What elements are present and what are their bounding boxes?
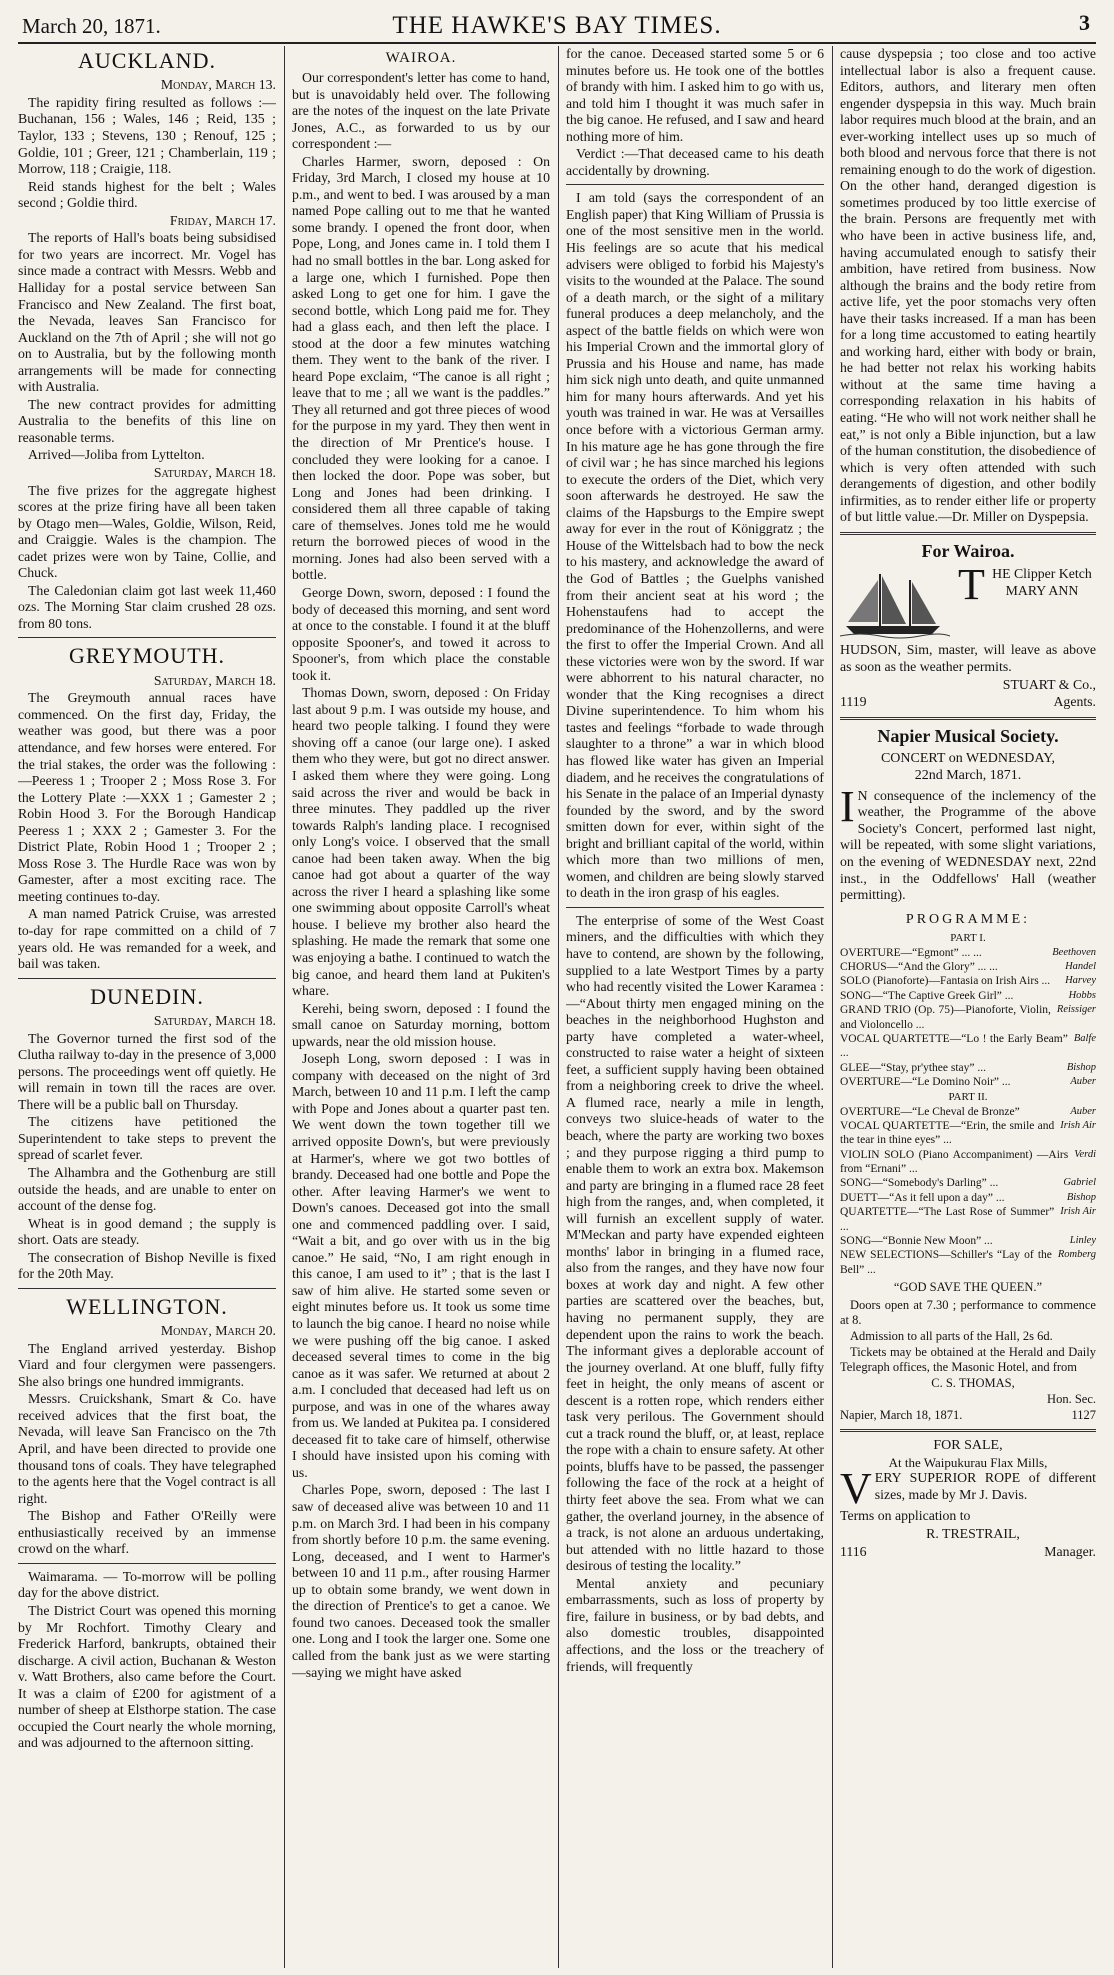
programme-piece: CHORUS—“And the Glory” ... ... [840, 961, 998, 974]
programme-piece: DUETT—“As it fell upon a day” ... [840, 1191, 1005, 1204]
column-rule [832, 46, 833, 1968]
auckland-heading: AUCKLAND. [78, 48, 216, 73]
programme-piece: SOLO (Pianoforte)—Fantasia on Irish Airs ... [840, 975, 1051, 988]
paragraph: Messrs. Cruickshank, Smart & Co. have received advices that the first boat, the Nevada, will leave San Francisco on the 7th April, and have been directed to provide one thousand tons of coals. They have telegraphed to the agents here that the Vogel contract is all right. [18, 1391, 276, 1506]
ad-number: 1127 [1071, 1408, 1096, 1423]
programme-piece: SONG—“Somebody's Darling” ... [840, 1177, 999, 1190]
concert-dateline: Napier, March 18, 1871. [840, 1408, 963, 1423]
ad-footer [840, 694, 1096, 711]
sale-footer [840, 1544, 1096, 1561]
issue-date: March 20, 1871. [22, 14, 161, 38]
divider [18, 637, 276, 638]
paragraph: Joseph Long, sworn deposed : I was in company with deceased on the night of 3rd March, between 10 and 11 p.m. I left the camp with Pope and Jones about a quarter past ten. We went down the town together till we arrived opposite Down's, but were previously at Harmer's, where we got two bottles of brandy. Deceased had one bottle and Pope the other. After leaving Harmer's we went to Down's canoes. Deceased got into the small one and commenced paddling over. I said, “Wait a bit, and go over with us in the big canoe.” He said, “No, I am right enough in this canoe, I am used to it” ; that is the last I saw of him alive. He started some seven or eight minutes before us. It took us some time to launch the big canoe. I heard no noise while we were pushing off the big canoe. I asked deceased several times to come in the big canoe as it was safer. We returned at about 2 a.m. I concluded that deceased had left us on purpose, and was in one of the whares away from us. We landed at Pukitea pa. I considered deceased fit to take care of himself, otherwise I should have insisted upon his coming with us. [292, 1051, 550, 1480]
programme-composer: Harvey [1065, 975, 1096, 987]
ship-name: MARY ANN [1005, 583, 1079, 598]
ad-body: HUDSON, Sim, master, will leave as above as soon as the weather permits. [840, 642, 1096, 674]
ad-heading: For Wairoa. [921, 540, 1015, 561]
wellington-heading: WELLINGTON. [66, 1293, 228, 1319]
sale-signer: R. TRESTRAIL, [926, 1526, 1020, 1542]
divider [18, 1288, 276, 1289]
concert-ad [840, 726, 1096, 1423]
divider [840, 1429, 1096, 1432]
masthead [18, 8, 1096, 44]
concert-title: CONCERT on WEDNESDAY, [880, 751, 1056, 767]
column-4 [840, 46, 1096, 1968]
programme-composer: Hobbs [1068, 989, 1096, 1001]
programme-item [840, 960, 1096, 974]
dateline: Saturday, March 18. [153, 672, 276, 688]
programme-composer: Verdi [1074, 1148, 1096, 1160]
programme-composer: Balfe [1073, 1032, 1096, 1044]
programme-composer: Irish Air [1060, 1119, 1096, 1131]
ad-role: Agents. [1053, 694, 1096, 710]
programme-piece: SONG—“The Captive Greek Girl” ... [840, 989, 1014, 1002]
programme-composer: Reissiger [1056, 1004, 1096, 1016]
newspaper-title: THE HAWKE'S BAY TIMES. [392, 12, 722, 39]
programme-piece: GRAND TRIO (Op. 75)—Pianoforte, Violin, and Violoncello ... [840, 1004, 1051, 1031]
paragraph: Thomas Down, sworn, deposed : On Friday last about 9 p.m. I was outside my house, and heard two people talking. I found they were shoving off a canoe (our large one). I asked them who they were, but got no direct answer. I asked them where they were going. Long said across the river and would be back in three minutes. They paddled up the river towards Ralph's landing place. I recognised only Long's voice. I observed that the small canoe had been taken away. When the big canoe had got about a quarter of the way across the river I heard a splashing like some one swimming about opposite Carroll's wheat house. I believe my brother also heard the splashing. He made the remark that some one was enjoying a bathe. I continued to watch the big canoe, and heard them land at Pukiten's whare. [292, 685, 550, 999]
concert-notice [840, 781, 1096, 904]
paragraph: The District Court was opened this morning by Mr Rochfort. Timothy Cleary and Frederick Harford, bankrupts, obtained their discharge. A civil action, Buchanan & Weston v. Watt Brothers, also came before the Court. It was a claim of £200 for agistment of a number of sheep at Elsthorpe station. The case occupied the Court nearly the whole morning, and was adjourned to the afternoon sitting. [18, 1602, 276, 1751]
paragraph: The consecration of Bishop Neville is fixed for the 20th May. [18, 1249, 276, 1282]
paragraph: The Bishop and Father O'Reilly were enthusiastically received by an immense crowd on the wharf. [18, 1508, 276, 1557]
paragraph: Our correspondent's letter has come to hand, but is unavoidably held over. The following are the notes of the inquest on the late Private Jones, A.C., as forwarded to us by our correspondent :— [292, 70, 550, 152]
programme-piece: OVERTURE—“Egmont” ... ... [840, 946, 982, 959]
paragraph: Wheat is in good demand ; the supply is short. Oats are steady. [18, 1215, 276, 1248]
ship-icon [840, 568, 950, 640]
dateline: Monday, March 13. [160, 77, 276, 93]
wairoa-shipping-ad [840, 541, 1096, 711]
paragraph: Verdict :—That deceased came to his death accidentally by drowning. [566, 146, 824, 178]
concert-date: 22nd March, 1871. [914, 768, 1022, 784]
anthem: “GOD SAVE THE QUEEN.” [893, 1280, 1043, 1295]
concert-signer: C. S. THOMAS, [931, 1376, 1015, 1391]
paragraph: The five prizes for the aggregate highest scores at the prize firing have all been taken by Otago men—Wales, Goldie, Wilson, Reid, and Craiggie. Wales is the champion. The cadet prizes were won by Taine, Collie, and Chuck. [18, 482, 276, 581]
dunedin-heading: DUNEDIN. [90, 983, 204, 1009]
programme-item [840, 1191, 1096, 1205]
sale-body: ERY SUPERIOR ROPE of different sizes, made by Mr J. Davis. [874, 1470, 1096, 1503]
paragraph: Waimarama. — To-morrow will be polling day for the above district. [18, 1568, 276, 1601]
divider [18, 978, 276, 979]
programme-item [840, 1105, 1096, 1119]
paragraph: The Alhambra and the Gothenburg are still outside the heads, and are unable to enter on account of the dense fog. [18, 1164, 276, 1214]
programme-composer: Auber [1070, 1076, 1096, 1088]
doors-info: Doors open at 7.30 ; performance to commence at 8. [840, 1298, 1096, 1328]
paragraph: The rapidity firing resulted as follows :—Buchanan, 156 ; Wales, 146 ; Reid, 135 ; Taylor, 133 ; Stevens, 130 ; Renouf, 125 ; Goldie, 101 ; Greer, 121 ; Chamberlain, 119 ; Morrow, 118 ; Craigie, 118. [18, 94, 276, 177]
programme-piece: VOCAL QUARTETTE—“Erin, the smile and the tear in thine eyes” ... [840, 1119, 1055, 1147]
paragraph: Charles Harmer, sworn, deposed : On Friday, 3rd March, I closed my house at 10 p.m., and went to bed. I was aroused by a man named Pope calling out to me that he wanted some brandy. I opened the front door, when Pope, Long, and Jones came in. I told them I had no small bottles in the bar. Long asked for a large one, which I furnished. Pope then asked Long to get one for him. I gave the second bottle, which Long paid me for. They had a glass each, and then left the place. I stood at the door a few minutes watching them. They went to the bank of the river. I heard Pope exclaim, “The canoe is all right ; leave that to me ; all we want is the paddles.” They all returned and got three pieces of wood for the purpose in my yard. They then went in the direction of Mr Prentice's house. I concluded they were looking for a canoe. I then locked the door. Pope was sober, but Long and Jones had been drinking. I considered them all three capable of taking care of themselves. Jones told me he would return the borrowed pieces of wood in the morning. Jones had also been served with a bottle. [292, 153, 550, 583]
ad-subheading: At the Waipukurau Flax Mills, [888, 1454, 1048, 1470]
programme-item [840, 1176, 1096, 1190]
programme-piece: OVERTURE—“Le Cheval de Bronze” [840, 1105, 1020, 1118]
paragraph: Mental anxiety and pecuniary embarrassments, such as loss of property by fire, failure in business, or by bad debts, and also domestic troubles, disappointed affections, and the loss or the treachery of friends, will frequently [566, 1575, 824, 1674]
paragraph: The citizens have petitioned the Superintendent to take steps to prevent the spread of scarlet fever. [18, 1114, 276, 1163]
programme-composer: Romberg [1057, 1249, 1096, 1261]
concert-footer [840, 1408, 1096, 1423]
programme-item [840, 974, 1096, 988]
paragraph: The England arrived yesterday. Bishop Viard and four clergymen were passengers. She also brings one hundred immigrants. [18, 1340, 276, 1389]
divider [566, 184, 824, 185]
programme-item [840, 946, 1096, 960]
dateline: Saturday, March 18. [153, 1013, 276, 1029]
divider [840, 532, 1096, 535]
sale-role: Manager. [1044, 1543, 1096, 1559]
programme-item [840, 1248, 1096, 1277]
paragraph: cause dyspepsia ; too close and too active intellectual labor is also a frequent cause. Editors, authors, and literary men often engender dyspepsia in this way. Much brain labor requires much blood at the brain, and an ever-working intellect uses up so much of both blood and nervous force that there is not remaining enough to do the work of digestion. On the other hand, deranged digestion is sometimes produced by too little exercise of the brain. Persons are frequently met with who have been in active business life, and, having accumulated enough to satisfy their ambition, have retired from business. Now although the brains and the body retire from active life, yet the poor stomachs very often have their tasks increased. If a man has been for a long time accustomed to eating heartily and working hard, either with body or brain, he had better not relax his working habits without at the same time having a corresponding relaxation in his habits of eating. “He who will not work neither shall he eat,” is not only a Bible injunction, but a law of the human constitution, the disobedience of which is very often attended with such derangements of digestion, and other bodily infirmities, as to render either life or property of but little value.—Dr. Miller on Dyspepsia. [840, 46, 1096, 525]
column-1 [18, 46, 276, 1968]
programme-piece: GLEE—“Stay, pr'ythee stay” ... [840, 1061, 986, 1074]
page-number: 3 [1079, 10, 1090, 35]
paragraph: The new contract provides for admitting Australia to the benefits of this line on reasonable terms. [18, 396, 276, 445]
paragraph: The Greymouth annual races have commenced. On the first day, Friday, the weather was good, but there was a poor attendance, and few horses were entered. For the trial stakes, the order was the following :—Peeress 1 ; Trooper 2 ; Moss Rose 3. For the Lottery Plate :—XXX 1 ; Gamester 2 ; Robin Hood 3. For the Borough Handicap Peeress 1 ; XXX 2 ; Gamester 3. For the District Plate, Robin Hood 1 ; Trooper 2 ; Moss Rose 3. The Hurdle Race was won by Gamester, after a most exciting race. The meeting continues to-day. [18, 690, 276, 904]
divider [566, 907, 824, 908]
part-label: PART I. [950, 932, 986, 945]
dateline: Friday, March 17. [169, 212, 276, 228]
paragraph: The enterprise of some of the West Coast miners, and the difficulties with which they have to contend, are shown by the following, supplied to a late Westport Times by a party who had recently visited the Lower Karamea :—“About thirty men engaged mining on the beaches in the neighborhood Hughston and party have completed a water-wheel, constructed to raise water a height of sixteen feet, a sufficient supply having been obtained from a neighboring creek to drive the wheel. A flumed race, nearly a mile in length, conveys two sluice-heads of water to the beach, where the party are working two boxes ; and they purpose rigging a third pump to enable them to work an extra box. Makemson and party are bringing in a flumed race 28 feet high from the ranges, and, when completed, it will furnish an excellent supply of water. M'Meckan and party have expended eighteen months' labor in bringing in a flumed race, also from the ranges, and they have now four boxes at work day and night. A few other parties are scattered over the beaches, but, having no permanent supply, they are dependent upon the rains to work the beach. The informant gives a deplorable account of the journey overland. At one bluff, fully fifty feet in height, the only means of ascent or descent is a rotten rope, which renders either task very perilous. The Government should cut a track round the bluff, or, at least, replace the rope with a chain to ensure safety. At other points, bluffs have to be passed, the passenger following the face of the rock at a height of thirty feet above the sea. From what we can gather, the overland journey, in the absence of a track, is not alone an arduous undertaking, but attended with no little hazard to those desirous of testing the locality.” [566, 912, 824, 1574]
paragraph: Reid stands highest for the belt ; Wales second ; Goldie third. [18, 178, 276, 211]
programme-composer: Linley [1069, 1234, 1096, 1246]
column-2 [292, 46, 550, 1968]
for-sale-ad [840, 1438, 1096, 1560]
ad-heading: FOR SALE, [933, 1438, 1003, 1454]
programme-piece: SONG—“Bonnie New Moon” ... [840, 1234, 993, 1247]
columns [18, 46, 1096, 1968]
programme-item [840, 1075, 1096, 1089]
ad-signer: STUART & Co., [1002, 676, 1096, 692]
paragraph: for the canoe. Deceased started some 5 or 6 minutes before us. He took one of the bottles of brandy with him. I asked him to go with us, and told him I thought it was much safer in the big canoe. He refused, and I saw and heard nothing more of him. [566, 46, 824, 144]
paragraph: I am told (says the correspondent of an English paper) that King William of Prussia is one of the most sensitive men in the world. His feelings are so acute that his medical advisers were obliged to forbid his Majesty's visits to the wounded at the Palace. The sound of a death march, or the sight of a military funeral produces a deep melancholy, and the aspect of the battle fields on which were won his Imperial Crown and the immortal glory of Prussia and his House and name, has made him sick nigh unto death, and quite unmanned him for many hours afterwards. And yet his youth was trained in war. He was at Versailles once before with a victorious German army. In his mature age he has gone through the fire of civil war ; he has since marched his legions to execute the orders of the Diet, which very soon afterwards he destroyed. He saw the claims of the Hapsburgs to the Empire swept away for ever in the rout of Königgratz ; the House of the Wittelsbach had to bow the neck to his mastery, and acknowledge the award of the God of Battles ; the Guelphs vanished from their ancient seat at his word ; the Hohenstaufens had to accept the predominance of the Hohenzollerns, and were the first to offer the Imperial Crown. And all these victories were won by the sword. If war were abhorrent to his natural character, no wonder that the King recognises a direct Divine superintendence. To him whom his tastes and feelings “forbade to wade through slaughter to a throne” a war in which blood has flowed like water has given an Imperial diadem, and he receives the congratulations of his Senate in the palace of an Imperial dynasty founded by the sword, and by the sword smitten down for ever, within sight of the bright and brilliant capital of the world, within which more than two millions of men, women, and children are being slowly starved to death in the iron grasp of his eagles. [566, 190, 824, 901]
programme-item [840, 1061, 1096, 1075]
programme-composer: Gabriel [1063, 1177, 1096, 1189]
paragraph: Charles Pope, sworn, deposed : The last I saw of deceased alive was between 10 and 11 p.m. on March 3rd. I had been in his company from shortly before 10 p.m. the same evening. Long, deceased, and I went to Harmer's between 10 and 11 p.m., after rousing Harmer up to obtain some brandy, we went down in the direction of Prentice's to get a canoe. We found two canoes. Deceased took the smaller one. Long and I took the larger one. Some one called from the bank just as we were starting—saying we might have asked [292, 1482, 550, 1680]
programme-item [840, 1205, 1096, 1234]
programme-item [840, 1032, 1096, 1061]
programme-composer: Handel [1065, 961, 1096, 973]
dateline: Monday, March 20. [160, 1323, 276, 1339]
programme-item [840, 1148, 1096, 1177]
paragraph: George Down, sworn, deposed : I found the body of deceased this morning, and sent word at once to the constable. I found it at the bluff opposite Spooner's, and towed it across to Spooner's, from which place the constable took it. [292, 584, 550, 683]
ad-number: 1116 [840, 1543, 867, 1559]
ad-number: 1119 [840, 694, 867, 710]
programme-part-2 [840, 1105, 1096, 1278]
drop-cap: V [840, 1464, 872, 1514]
paragraph: Arrived—Joliba from Lyttelton. [28, 447, 205, 463]
programme-piece: QUARTETTE—“The Last Rose of Summer” ... [840, 1206, 1055, 1233]
programme-composer: Bishop [1066, 1061, 1096, 1073]
concert-body: N consequence of the inclemency of the weather, the Programme of the above Society's Concert, performed last night, will be repeated, with some slight variations, on the evening of WEDNESDAY next, 22nd inst., in the Oddfellows' Hall (weather permitting). [840, 787, 1096, 903]
sale-terms: Terms on application to [840, 1508, 971, 1524]
programme-item [840, 1119, 1096, 1148]
drop-cap: T [958, 566, 985, 605]
divider [18, 1563, 276, 1564]
programme-composer: Bishop [1066, 1191, 1096, 1203]
greymouth-heading: GREYMOUTH. [68, 643, 226, 669]
programme-piece: VIOLIN SOLO (Piano Accompaniment) —Airs from “Ernani” ... [840, 1148, 1069, 1176]
column-3 [566, 46, 824, 1968]
sale-notice [840, 1464, 1096, 1514]
programme-piece: OVERTURE—“Le Domino Noir” ... [840, 1076, 1011, 1089]
paragraph: The Caledonian claim got last week 11,460 ozs. The Morning Star claim crushed 28 ozs. from 80 tons. [18, 582, 276, 631]
programme-heading: PROGRAMME: [905, 911, 1031, 927]
programme-item [840, 989, 1096, 1003]
ad-heading: Napier Musical Society. [877, 725, 1059, 746]
ad-line: HE Clipper Ketch [992, 566, 1092, 582]
divider [840, 717, 1096, 720]
concert-role: Hon. Sec. [1047, 1392, 1096, 1407]
programme-item [840, 1234, 1096, 1248]
paragraph: Kerehi, being sworn, deposed : I found the small canoe on Saturday morning, bottom upwards, near the old mission house. [292, 1000, 550, 1049]
programme-piece: VOCAL QUARTETTE—“Lo ! the Early Beam” ... [840, 1032, 1068, 1060]
paragraph: A man named Patrick Cruise, was arrested to-day for rape committed on a child of 7 years old. He was remanded for a week, and bail was taken. [18, 906, 276, 972]
programme-item [840, 1003, 1096, 1032]
column-rule [558, 46, 559, 1968]
programme-composer: Auber [1070, 1105, 1096, 1117]
wairoa-heading: WAIROA. [385, 50, 457, 66]
admission-info: Admission to all parts of the Hall, 2s 6d. [850, 1329, 1053, 1344]
programme-piece: NEW SELECTIONS—Schiller's “Lay of the Bell” ... [840, 1249, 1052, 1276]
programme-composer: Beethoven [1052, 946, 1096, 958]
part-label: PART II. [948, 1091, 988, 1104]
dateline: Saturday, March 18. [153, 464, 276, 480]
column-rule [284, 46, 285, 1968]
programme-part-1 [840, 946, 1096, 1090]
paragraph: The Governor turned the first sod of the Clutha railway to-day in the presence of 3,000 persons. The proceedings went off quietly. He will remain in town till the races are over. There will be a public ball on Thursday. [18, 1030, 276, 1112]
tickets-info: Tickets may be obtained at the Herald and Daily Telegraph offices, the Masonic Hotel, and from [840, 1345, 1096, 1375]
programme-composer: Irish Air [1060, 1206, 1096, 1218]
paragraph: The reports of Hall's boats being subsidised for two years are incorrect. Mr. Vogel has since made a contract with Messrs. Webb and Halliday for a postal service between San Francisco and New Zealand. The first boat, the Nevada, leaves San Francisco for Auckland on the 7th of April ; she will not go on to Australia, but by the following month arrangements will be made for connecting with Australia. [18, 230, 276, 395]
drop-cap: I [840, 781, 855, 831]
